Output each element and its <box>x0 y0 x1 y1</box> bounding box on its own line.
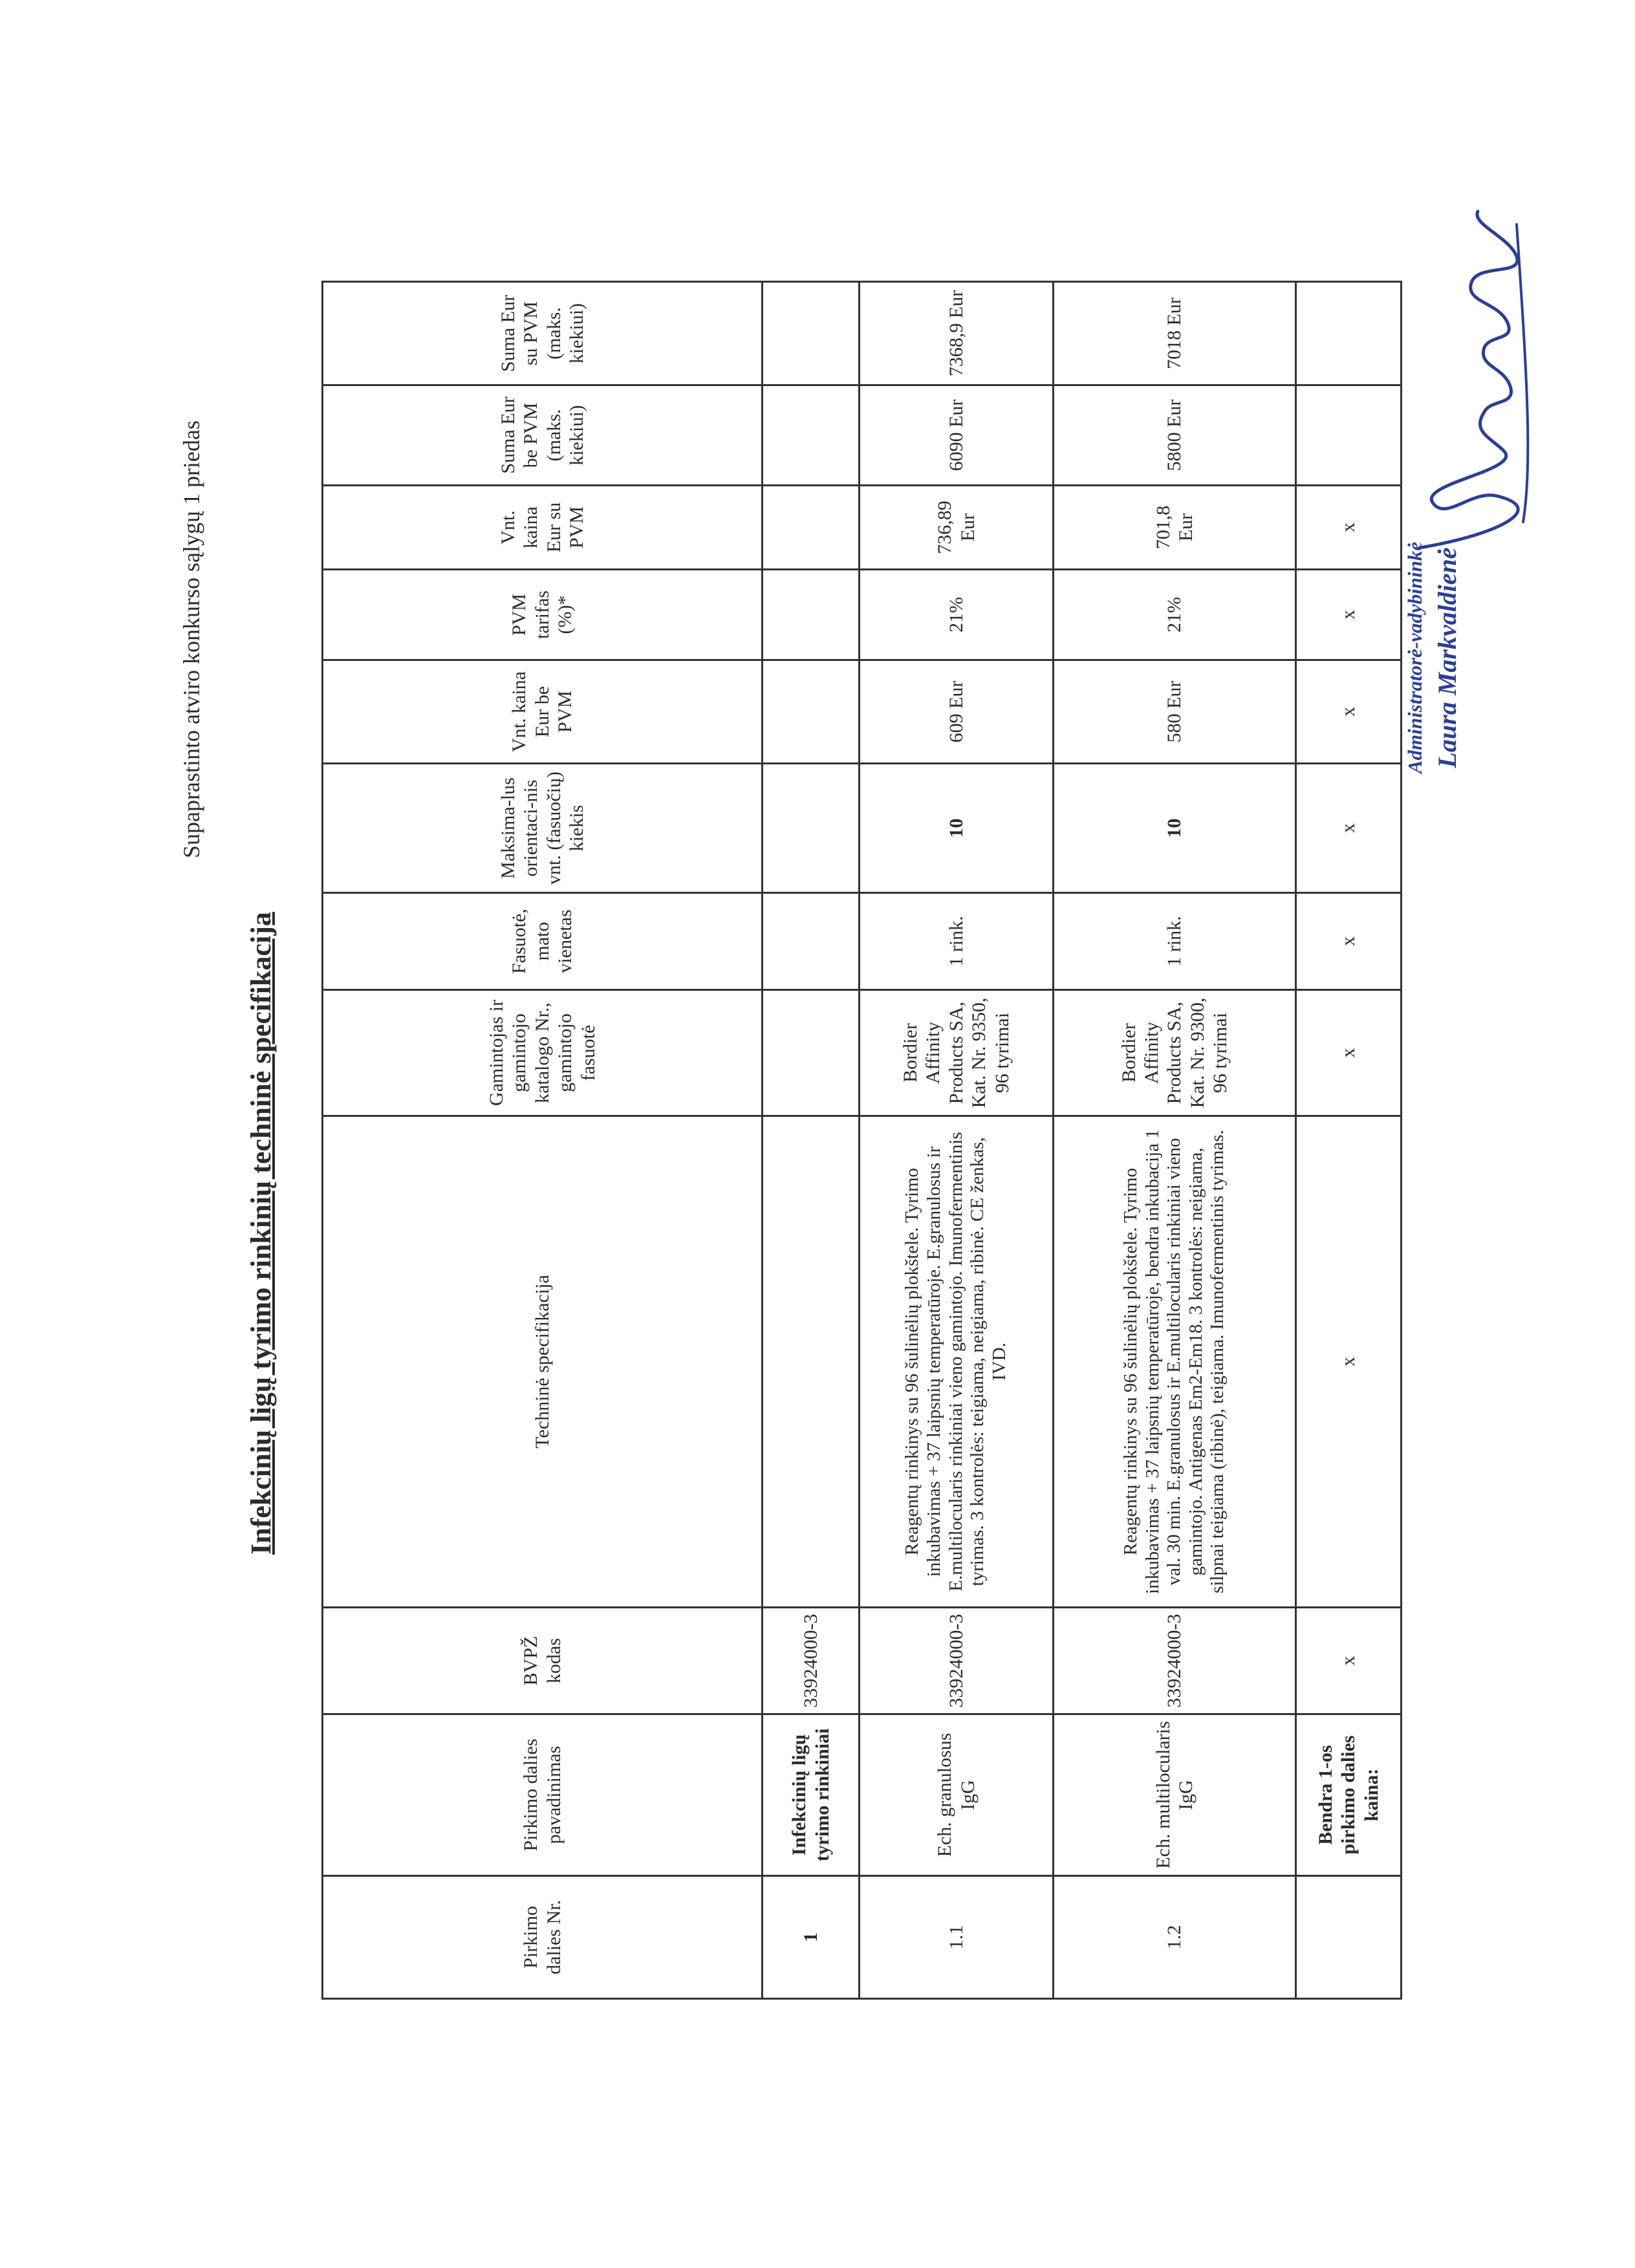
total-label: Bendra 1-os pirkimo dalies kaina: <box>1296 1714 1402 1876</box>
row-price-excl: 609 Eur <box>860 660 1054 764</box>
row-price-incl: 701,8 Eur <box>1054 486 1296 570</box>
row-nr: 1.1 <box>860 1876 1054 1999</box>
total-qty: x <box>1296 764 1402 893</box>
row-name: Ech. multilocularis IgG <box>1054 1714 1296 1876</box>
row-vat: 21% <box>1054 570 1296 660</box>
header-cell: Pirkimo dalies Nr. <box>323 1876 763 1999</box>
header-row <box>323 282 763 1999</box>
header-cell: Suma Eur be PVM (maks. kiekiui) <box>323 385 763 486</box>
specification-table <box>321 281 1402 2000</box>
total-unit: x <box>1296 893 1402 990</box>
total-row <box>1296 282 1402 1999</box>
header-cell: Suma Eur su PVM (maks. kiekiui) <box>323 282 763 385</box>
header-cell: Fasuotė, mato vienetas <box>323 893 763 990</box>
table-row <box>860 282 1054 1999</box>
header-cell: Vnt. kaina Eur su PVM <box>323 486 763 570</box>
row-code: 33924000-3 <box>1054 1608 1296 1714</box>
row-price-incl: 736,89 Eur <box>860 486 1054 570</box>
header-cell: Techninė specifikacija <box>323 1116 763 1608</box>
row-sum-incl: 7018 Eur <box>1054 282 1296 385</box>
row-qty: 10 <box>860 764 1054 893</box>
group-row <box>763 282 860 1999</box>
stamp-role: Administratorė-vadybininkė <box>1403 541 1426 774</box>
row-unit: 1 rink. <box>860 893 1054 990</box>
row-maker: Bordier Affinity Products SA, Kat. Nr. 9350, 96 tyrimai <box>860 990 1054 1116</box>
row-name: Ech. granulosus IgG <box>860 1714 1054 1876</box>
header-cell: Pirkimo dalies pavadinimas <box>323 1714 763 1876</box>
total-price-excl: x <box>1296 660 1402 764</box>
row-sum-excl: 6090 Eur <box>860 385 1054 486</box>
row-vat: 21% <box>860 570 1054 660</box>
header-cell: PVM tarifas (%)* <box>323 570 763 660</box>
group-name: Infekcinių ligų tyrimo rinkiniai <box>763 1714 860 1876</box>
table-row <box>1054 282 1296 1999</box>
row-sum-excl: 5800 Eur <box>1054 385 1296 486</box>
header-cell: Maksima-lus orientaci-nis vnt. (fasuočių) kiekis <box>323 764 763 893</box>
row-unit: 1 rink. <box>1054 893 1296 990</box>
annex-label: Supaprastinto atviro konkurso sąlygų 1 priedas <box>179 420 204 858</box>
total-vat: x <box>1296 570 1402 660</box>
row-qty: 10 <box>1054 764 1296 893</box>
row-price-excl: 580 Eur <box>1054 660 1296 764</box>
handwritten-signature <box>1394 199 1575 561</box>
total-price-incl: x <box>1296 486 1402 570</box>
header-cell: Gamintojas ir gamintojo katalogo Nr., gamintojo fasuotė <box>323 990 763 1116</box>
row-maker: Bordier Affinity Products SA, Kat. Nr. 9300, 96 tyrimai <box>1054 990 1296 1116</box>
row-sum-incl: 7368,9 Eur <box>860 282 1054 385</box>
header-cell: BVPŽ kodas <box>323 1608 763 1714</box>
group-code: 33924000-3 <box>763 1608 860 1714</box>
header-cell: Vnt. kaina Eur be PVM <box>323 660 763 764</box>
page-title: Infekcinių ligų tyrimo rinkinių techninė specifikacija <box>245 912 277 1555</box>
total-code: x <box>1296 1608 1402 1714</box>
total-maker: x <box>1296 990 1402 1116</box>
total-spec: x <box>1296 1116 1402 1608</box>
row-spec: Reagentų rinkinys su 96 šulinėlių plokštele. Tyrimo inkubavimas + 37 laipsnių temperatūroje. E.granulosus ir E.multilocularis rinkiniai vieno gamintojo. Imunofermentinis tyrimas. 3 kontrolės: teigiama, neigiama, ribinė. CE ženkas, IVD. <box>860 1116 1054 1608</box>
row-nr: 1.2 <box>1054 1876 1296 1999</box>
row-code: 33924000-3 <box>860 1608 1054 1714</box>
row-spec: Reagentų rinkinys su 96 šulinėlių plokštele. Tyrimo inkubavimas + 37 laipsnių temperatūroje, bendra inkubacija 1 val. 30 min. E.granulosus ir E.multilocularis rinkiniai vieno gamintojo. Antigenas Em2-Em18. 3 kontrolės: neigiama, silpnai teigiama (ribinė), teigiama. Imunofermentinis tyrimas. <box>1054 1116 1296 1608</box>
group-nr: 1 <box>763 1876 860 1999</box>
stamp-name: Laura Markvaldienė <box>1433 547 1462 768</box>
